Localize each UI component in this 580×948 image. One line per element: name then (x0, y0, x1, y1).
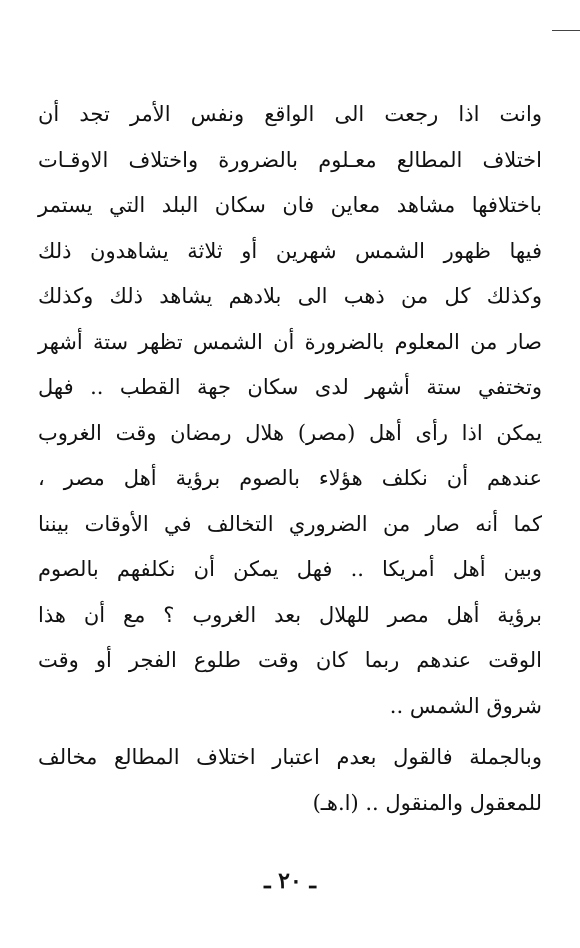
text-line: وتختفي ستة أشهر لدى سكان جهة القطب .. فهل (38, 375, 542, 399)
text-line: شروق الشمس .. (389, 693, 542, 718)
text-line: كما أنه صار من الضروري التخالف في الأوقات بيننا (38, 511, 542, 536)
text-line: وانت اذا رجعت الى الواقع ونفس الأمر تجد أن (38, 102, 542, 126)
corner-rule (552, 30, 580, 31)
page-number: ـ ٢٠ ـ (264, 868, 316, 894)
text-line: للمعقول والمنقول .. (ا.هـ) (312, 790, 542, 815)
text-line: برؤية أهل مصر للهلال بعد الغروب ؟ مع أن هذا (38, 602, 542, 627)
text-line: وكذلك كل من ذهب الى بلادهم يشاهد ذلك وكذلك (38, 284, 542, 308)
text-line: عندهم أن نكلف هؤلاء بالصوم برؤية أهل مصر ، (38, 466, 542, 490)
page-body (38, 92, 542, 826)
text-line: فيها ظهور الشمس شهرين أو ثلاثة يشاهدون ذلك (38, 238, 542, 263)
text-line: الوقت عندهم ربما كان وقت طلوع الفجر أو وقت (38, 648, 542, 672)
text-line: وبين أهل أمريكا .. فهل يمكن أن نكلفهم بالصوم (38, 557, 542, 581)
text-line: يمكن اذا رأى أهل (مصر) هلال رمضان وقت الغروب (38, 420, 542, 445)
text-line: اختلاف المطالع معـلوم بالضرورة واختلاف الاوقـات (38, 147, 542, 172)
text-line: وبالجملة فالقول بعدم اعتبار اختلاف المطالع مخالف (38, 745, 542, 769)
text-line: باختلافها مشاهد معاين فان سكان البلد التي يستمر (38, 193, 542, 217)
text-line: صار من المعلوم بالضرورة أن الشمس تظهر ستة أشهر (38, 329, 542, 354)
